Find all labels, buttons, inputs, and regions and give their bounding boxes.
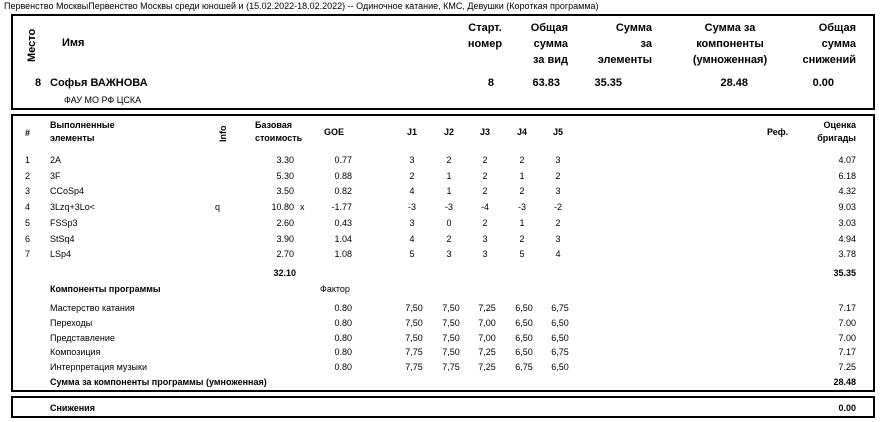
total-header: Общая сумма за вид	[530, 22, 568, 66]
element-name: LSp4	[50, 249, 72, 259]
element-header: Выполненные элементы	[50, 120, 115, 143]
element-score: 3.78	[838, 249, 856, 259]
component-judge-score: 7,50	[405, 318, 423, 328]
element-judge-score: -4	[480, 202, 489, 212]
element-num: 7	[25, 249, 31, 259]
j5-header: J5	[552, 127, 563, 137]
element-num: 3	[25, 186, 31, 196]
component-name: Представление	[50, 333, 115, 343]
ref-header: Реф.	[767, 127, 789, 137]
element-num: 5	[25, 218, 31, 228]
element-judge-score: 5	[519, 249, 525, 259]
skater-club: ФАУ МО РФ ЦСКА	[64, 95, 142, 105]
skater-start-no: 8	[487, 77, 494, 89]
component-judge-score: 7,00	[478, 333, 496, 343]
element-judge-score: 3	[482, 234, 488, 244]
element-score: 4.07	[838, 155, 856, 165]
component-name: Композиция	[50, 347, 101, 357]
components-sum-header: Сумма за компоненты (умноженная)	[692, 22, 768, 66]
component-judge-score: 7,50	[405, 303, 423, 313]
element-score: 9.03	[838, 202, 856, 212]
element-judge-score: 2	[519, 234, 525, 244]
deductions-box	[11, 396, 875, 418]
element-judge-score: 2	[482, 155, 488, 165]
base-header: Базовая стоимость	[255, 120, 303, 143]
j4-header: J4	[516, 127, 527, 137]
skater-elements: 35.35	[594, 77, 622, 89]
element-judge-score: 3	[555, 234, 561, 244]
element-num: 1	[25, 155, 31, 165]
element-judge-score: 2	[555, 218, 561, 228]
component-name: Интерпретация музыки	[50, 362, 147, 372]
element-judge-score: 1	[446, 186, 452, 196]
element-judge-score: 5	[409, 249, 415, 259]
component-judge-score: 6,50	[515, 333, 533, 343]
skater-deductions: 0.00	[812, 77, 834, 89]
element-judge-score: 1	[446, 171, 452, 181]
element-judge-score: 2	[482, 171, 488, 181]
component-score: 7.17	[838, 347, 856, 357]
element-goe: 0.82	[334, 186, 352, 196]
element-judge-score: 2	[409, 171, 415, 181]
component-factor: 0.80	[334, 303, 352, 313]
component-judge-score: 7,75	[405, 362, 423, 372]
element-judge-score: -3	[444, 202, 453, 212]
element-num: 2	[25, 171, 31, 181]
element-info: q	[215, 202, 221, 212]
elements-base-total: 32.10	[273, 268, 296, 278]
element-goe: 0.43	[334, 218, 352, 228]
score-header: Оценка бригады	[817, 120, 856, 143]
component-score: 7.25	[838, 362, 856, 372]
skater-name: Софья ВАЖНОВА	[50, 77, 148, 89]
element-judge-score: 0	[446, 218, 452, 228]
component-judge-score: 6,75	[551, 347, 569, 357]
component-judge-score: 7,75	[405, 347, 423, 357]
component-factor: 0.80	[334, 362, 352, 372]
element-judge-score: 3	[482, 249, 488, 259]
element-name: FSSp3	[50, 218, 78, 228]
element-judge-score: 4	[555, 249, 561, 259]
component-score: 7.00	[838, 333, 856, 343]
element-name: StSq4	[50, 234, 75, 244]
element-goe: 0.88	[334, 171, 352, 181]
element-judge-score: -2	[553, 202, 562, 212]
component-judge-score: 7,25	[478, 347, 496, 357]
element-judge-score: 3	[555, 155, 561, 165]
j2-header: J2	[443, 127, 454, 137]
skater-components: 28.48	[720, 77, 748, 89]
component-factor: 0.80	[334, 347, 352, 357]
component-judge-score: 6,50	[515, 303, 533, 313]
element-base: 3.30	[276, 155, 294, 165]
element-judge-score: 4	[409, 186, 415, 196]
component-judge-score: 6,50	[551, 333, 569, 343]
components-total-value: 28.48	[833, 377, 856, 387]
deductions-sum-header: Общая сумма снижений	[802, 22, 856, 66]
element-judge-score: 4	[409, 234, 415, 244]
element-judge-score: 2	[482, 186, 488, 196]
component-score: 7.00	[838, 318, 856, 328]
element-base: 3.90	[276, 234, 294, 244]
component-judge-score: 7,50	[442, 318, 460, 328]
component-judge-score: 6,75	[551, 303, 569, 313]
component-judge-score: 7,75	[442, 362, 460, 372]
element-judge-score: -3	[517, 202, 526, 212]
deductions-label: Снижения	[50, 403, 95, 413]
j3-header: J3	[479, 127, 490, 137]
component-judge-score: 6,50	[515, 318, 533, 328]
start-no-header: Старт. номер	[467, 22, 503, 50]
element-base: 3.50	[276, 186, 294, 196]
element-goe: 0.77	[334, 155, 352, 165]
component-score: 7.17	[838, 303, 856, 313]
element-score: 6.18	[838, 171, 856, 181]
component-factor: 0.80	[334, 333, 352, 343]
element-judge-score: 1	[519, 171, 525, 181]
element-judge-score: 2	[482, 218, 488, 228]
component-judge-score: 6,50	[551, 318, 569, 328]
component-name: Мастерство катания	[50, 303, 135, 313]
rank-header: Место	[26, 28, 38, 62]
components-total-label: Сумма за компоненты программы (умноженная)	[50, 377, 267, 387]
component-judge-score: 7,25	[478, 303, 496, 313]
element-judge-score: 2	[519, 155, 525, 165]
component-judge-score: 7,50	[442, 347, 460, 357]
component-judge-score: 6,75	[515, 362, 533, 372]
components-title: Компоненты программы	[50, 284, 161, 294]
element-judge-score: 3	[409, 155, 415, 165]
factor-header: Фактор	[320, 284, 350, 294]
j1-header: J1	[406, 127, 417, 137]
component-judge-score: 7,00	[478, 318, 496, 328]
component-name: Переходы	[50, 318, 93, 328]
event-title: Первенство МосквыПервенство Москвы среди юношей и (15.02.2022-18.02.2022) -- Одиночное катание, КМС, Девушки (Короткая программа)	[4, 1, 599, 11]
element-score: 4.32	[838, 186, 856, 196]
element-judge-score: 3	[555, 186, 561, 196]
element-judge-score: 3	[409, 218, 415, 228]
deductions-value: 0.00	[838, 403, 856, 413]
component-judge-score: 6,50	[551, 362, 569, 372]
element-bonus-mark: x	[300, 202, 305, 212]
element-name: 3Lzq+3Lo<	[50, 202, 96, 212]
name-header: Имя	[62, 37, 85, 49]
component-judge-score: 7,50	[405, 333, 423, 343]
skater-total: 63.83	[532, 77, 560, 89]
component-judge-score: 6,50	[515, 347, 533, 357]
component-factor: 0.80	[334, 318, 352, 328]
elements-sum-header: Сумма за элементы	[597, 22, 652, 66]
goe-header: GOE	[324, 127, 345, 137]
element-num: 4	[25, 202, 31, 212]
skater-rank: 8	[35, 77, 42, 89]
element-name: 2A	[50, 155, 62, 165]
elements-score-total: 35.35	[833, 268, 856, 278]
element-judge-score: 2	[446, 155, 452, 165]
element-goe: 1.08	[334, 249, 352, 259]
component-judge-score: 7,50	[442, 303, 460, 313]
num-header: #	[25, 128, 31, 138]
element-goe: 1.04	[334, 234, 352, 244]
element-base: 10.80	[271, 202, 294, 212]
info-header: Info	[218, 125, 228, 142]
element-judge-score: 2	[446, 234, 452, 244]
element-judge-score: 1	[519, 218, 525, 228]
element-base: 2.60	[276, 218, 294, 228]
element-score: 3.03	[838, 218, 856, 228]
element-score: 4.94	[838, 234, 856, 244]
element-name: 3F	[50, 171, 61, 181]
element-judge-score: 2	[555, 171, 561, 181]
element-judge-score: 2	[519, 186, 525, 196]
element-base: 2.70	[276, 249, 294, 259]
element-judge-score: -3	[407, 202, 416, 212]
element-num: 6	[25, 234, 31, 244]
component-judge-score: 7,25	[478, 362, 496, 372]
element-judge-score: 3	[446, 249, 452, 259]
element-goe: -1.77	[331, 202, 352, 212]
component-judge-score: 7,50	[442, 333, 460, 343]
element-name: CCoSp4	[50, 186, 85, 196]
element-base: 5.30	[276, 171, 294, 181]
